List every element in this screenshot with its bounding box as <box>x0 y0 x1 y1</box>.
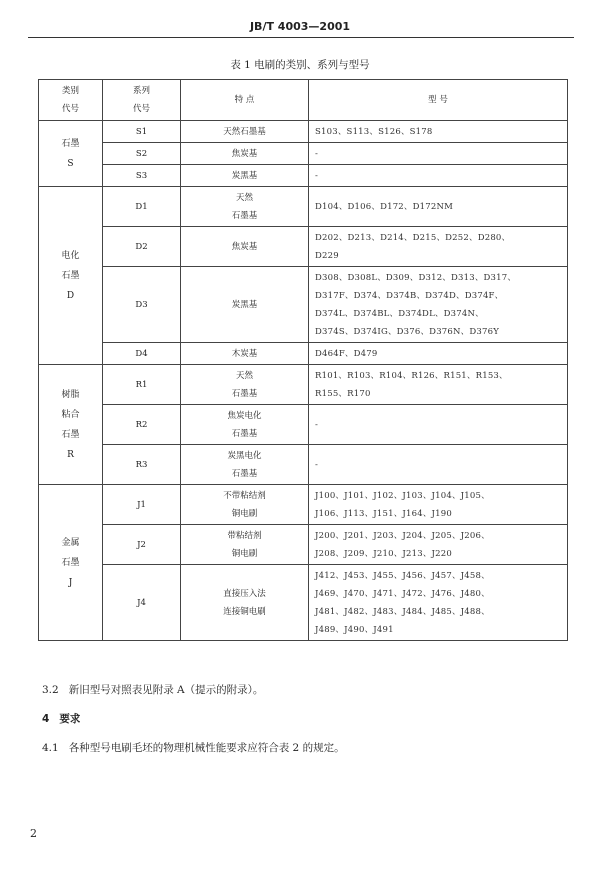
feature-line: 直接压入法 <box>223 588 266 599</box>
category-line: 粘合 <box>61 409 80 420</box>
category-cell <box>39 121 103 187</box>
brush-classification-table <box>38 79 568 641</box>
table-row <box>39 121 568 143</box>
models-line: J469、J470、J471、J472、J476、J480、 <box>315 588 490 599</box>
models-line: J106、J113、J151、J164、J190 <box>315 508 452 519</box>
feature-cell <box>181 143 309 165</box>
series-code-cell: S3 <box>103 165 181 187</box>
category-line: J <box>68 577 73 588</box>
models-cell <box>309 445 568 485</box>
feature-cell <box>181 365 309 405</box>
series-code-cell: S2 <box>103 143 181 165</box>
table-caption: 表 1 电刷的类别、系列与型号 <box>230 59 370 71</box>
table-row <box>39 485 568 525</box>
table-header-row <box>39 80 568 121</box>
models-line: J200、J201、J203、J204、J205、J206、 <box>315 530 490 541</box>
feature-cell <box>181 165 309 187</box>
series-code-cell: R1 <box>103 365 181 405</box>
table-row <box>39 525 568 565</box>
header-category: 类别 代号 <box>39 80 103 121</box>
feature-cell <box>181 187 309 227</box>
models-line: - <box>315 148 319 159</box>
category-line: R <box>67 449 74 460</box>
section-number: 4 <box>42 713 50 725</box>
models-line: D202、D213、D214、D215、D252、D280、 <box>315 232 511 243</box>
models-cell <box>309 187 568 227</box>
feature-cell <box>181 227 309 267</box>
section-4-heading <box>42 711 80 726</box>
feature-cell <box>181 565 309 641</box>
category-line: 石墨 <box>61 557 80 568</box>
models-line: J489、J490、J491 <box>315 624 394 635</box>
models-line: D104、D106、D172、D172NM <box>315 201 453 212</box>
table-row <box>39 445 568 485</box>
feature-line: 焦炭电化 <box>227 410 262 421</box>
table-row <box>39 165 568 187</box>
models-cell <box>309 121 568 143</box>
models-line: D464F、D479 <box>315 348 378 359</box>
header-series: 系列 代号 <box>103 80 181 121</box>
feature-line: 天然 <box>235 370 253 381</box>
table-row <box>39 187 568 227</box>
header-model: 型 号 <box>309 80 568 121</box>
page-number: 2 <box>30 827 37 840</box>
paragraph-number: 4.1 <box>42 742 59 754</box>
category-cell <box>39 365 103 485</box>
category-line: 石墨 <box>61 138 80 149</box>
table-row <box>39 227 568 267</box>
category-line: 电化 <box>61 250 80 261</box>
feature-line: 炭黑电化 <box>227 450 262 461</box>
feature-line: 带粘结剂 <box>227 530 262 541</box>
models-cell <box>309 165 568 187</box>
models-cell <box>309 267 568 343</box>
table-row <box>39 365 568 405</box>
paragraph-text: 新旧型号对照表见附录 A（提示的附录）。 <box>68 684 264 696</box>
models-cell <box>309 565 568 641</box>
models-cell <box>309 485 568 525</box>
series-code-cell: D3 <box>103 267 181 343</box>
models-line: D317F、D374、D374B、D374D、D374F、 <box>315 290 504 301</box>
models-cell <box>309 525 568 565</box>
feature-cell <box>181 525 309 565</box>
models-line: J208、J209、J210、J213、J220 <box>315 548 452 559</box>
models-cell <box>309 365 568 405</box>
feature-line: 石墨基 <box>231 388 258 399</box>
table-row <box>39 143 568 165</box>
feature-line: 天然 <box>235 192 253 203</box>
table-row <box>39 405 568 445</box>
models-line: J481、J482、J483、J484、J485、J488、 <box>315 606 490 617</box>
paragraph-number: 3.2 <box>42 684 59 696</box>
series-code-cell: S1 <box>103 121 181 143</box>
models-line: D229 <box>315 250 339 261</box>
models-cell <box>309 343 568 365</box>
category-line: 树脂 <box>61 389 80 400</box>
models-line: - <box>315 170 319 181</box>
series-code-cell: J1 <box>103 485 181 525</box>
paragraph-4-1 <box>42 740 345 755</box>
feature-line: 铜电刷 <box>231 548 258 559</box>
feature-line: 木炭基 <box>231 348 258 359</box>
models-line: D374L、D374BL、D374DL、D374N、 <box>315 308 484 319</box>
category-line: D <box>66 290 75 301</box>
models-line: S103、S113、S126、S178 <box>315 126 433 137</box>
series-code-cell: D2 <box>103 227 181 267</box>
table-row <box>39 267 568 343</box>
feature-line: 不带粘结剂 <box>223 490 266 501</box>
feature-line: 焦炭基 <box>231 148 258 159</box>
models-cell <box>309 143 568 165</box>
header-feature: 特 点 <box>181 80 309 121</box>
feature-line: 连接铜电刷 <box>223 606 266 617</box>
feature-cell <box>181 267 309 343</box>
feature-line: 石墨基 <box>231 468 258 479</box>
feature-cell <box>181 405 309 445</box>
feature-line: 铜电刷 <box>231 508 258 519</box>
models-line: - <box>315 419 319 430</box>
series-code-cell: R2 <box>103 405 181 445</box>
section-title: 要求 <box>59 713 81 725</box>
models-cell <box>309 227 568 267</box>
series-code-cell: R3 <box>103 445 181 485</box>
paragraph-3-2 <box>42 682 263 697</box>
models-line: R155、R170 <box>315 388 371 399</box>
category-cell <box>39 485 103 641</box>
feature-line: 炭黑基 <box>231 170 258 181</box>
category-cell <box>39 187 103 365</box>
feature-cell <box>181 121 309 143</box>
feature-cell <box>181 445 309 485</box>
feature-line: 炭黑基 <box>231 299 258 310</box>
feature-line: 天然石墨基 <box>223 126 266 137</box>
feature-line: 焦炭基 <box>231 241 258 252</box>
feature-line: 石墨基 <box>231 428 258 439</box>
feature-cell <box>181 485 309 525</box>
category-line: 石墨 <box>61 429 80 440</box>
models-line: J412、J453、J455、J456、J457、J458、 <box>315 570 490 581</box>
feature-cell <box>181 343 309 365</box>
feature-line: 石墨基 <box>231 210 258 221</box>
category-line: 石墨 <box>61 270 80 281</box>
models-line: J100、J101、J102、J103、J104、J105、 <box>315 490 490 501</box>
models-line: - <box>315 459 319 470</box>
table-row <box>39 343 568 365</box>
series-code-cell: J2 <box>103 525 181 565</box>
models-line: R101、R103、R104、R126、R151、R153、 <box>315 370 508 381</box>
header-rule <box>28 37 574 38</box>
standard-code-header: JB/T 4003—2001 <box>249 20 351 33</box>
category-line: 金属 <box>61 537 80 548</box>
table-row <box>39 565 568 641</box>
series-code-cell: D4 <box>103 343 181 365</box>
series-code-cell: J4 <box>103 565 181 641</box>
series-code-cell: D1 <box>103 187 181 227</box>
models-line: D374S、D374IG、D376、D376N、D376Y <box>315 326 500 337</box>
paragraph-text: 各种型号电刷毛坯的物理机械性能要求应符合表 2 的规定。 <box>68 742 345 754</box>
category-line: S <box>67 158 74 169</box>
models-line: D308、D308L、D309、D312、D313、D317、 <box>315 272 517 283</box>
models-cell <box>309 405 568 445</box>
